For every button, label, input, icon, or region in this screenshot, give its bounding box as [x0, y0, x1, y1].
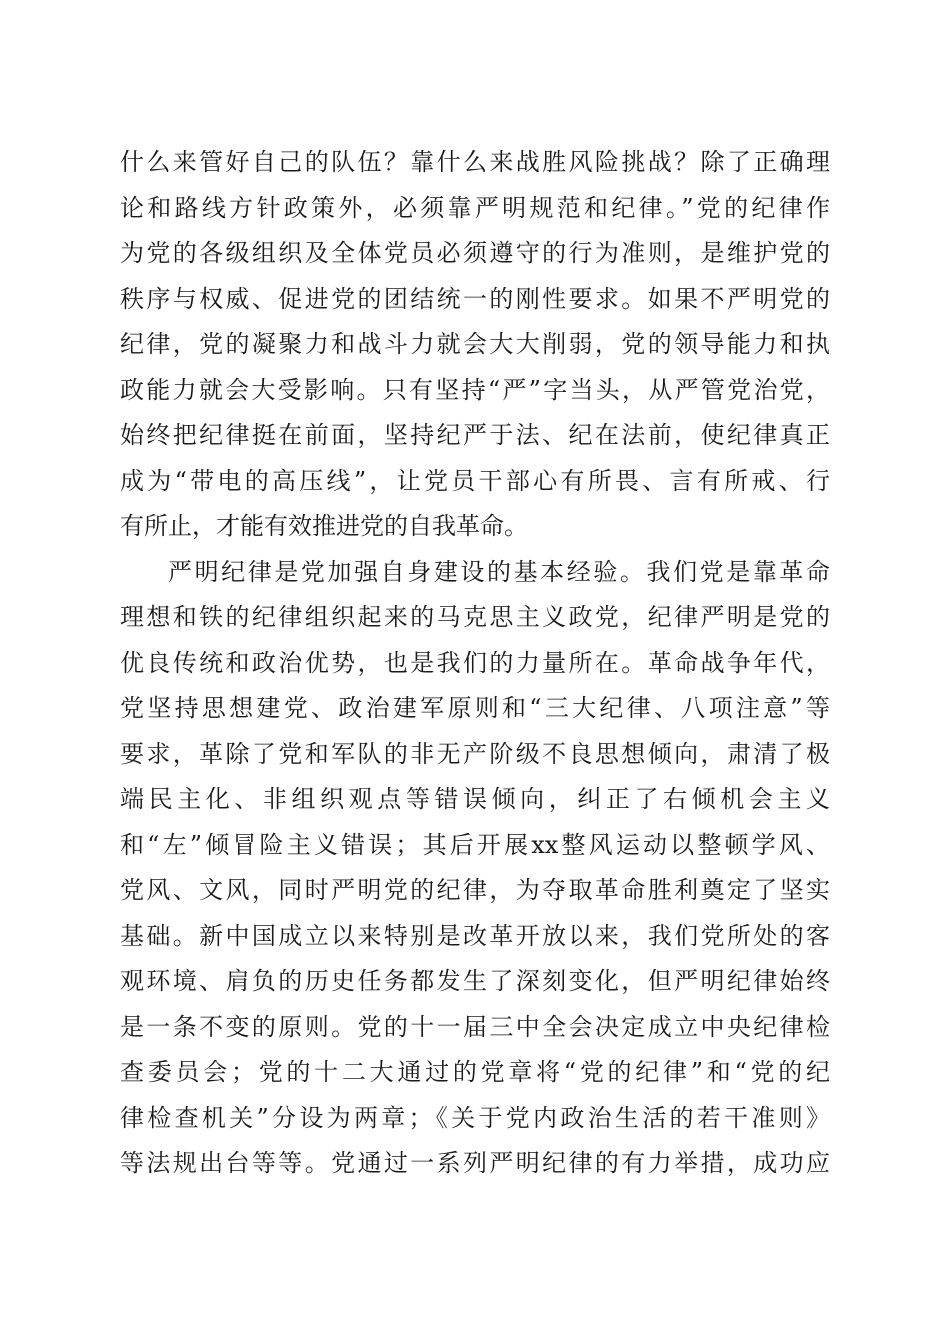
- text-line: 秩序与权威、促进党的团结统一的刚性要求。如果不严明党的: [120, 284, 830, 313]
- body-text: [120, 140, 830, 1187]
- text-line: 端民主化、非组织观点等错误倾向，纠正了右倾机会主义: [120, 785, 830, 813]
- text-line: 什么来管好自己的队伍？靠什么来战胜风险挑战？除了正确理: [120, 148, 830, 176]
- text-line: 和“左”倾冒险主义错误；其后开展xx整风运动以整顿学风、: [120, 830, 830, 859]
- text-line: 基础。新中国成立以来特别是改革开放以来，我们党所处的客: [120, 921, 830, 950]
- paragraph-continuation: [120, 140, 830, 550]
- text-line: 政能力就会大受影响。只有坚持“严”字当头，从严管党治党，: [120, 375, 830, 404]
- text-line: 纪律，党的凝聚力和战斗力就会大大削弱，党的领导能力和执: [120, 330, 830, 358]
- paragraph-discipline-experience: [120, 550, 830, 1187]
- text-line: 党坚持思想建党、政治建军原则和“三大纪律、八项注意”等: [120, 694, 830, 722]
- text-line: 观环境、肩负的历史任务都发生了深刻变化，但严明纪律始终: [120, 967, 830, 995]
- text-line: 查委员会；党的十二大通过的党章将“党的纪律”和“党的纪: [120, 1058, 830, 1086]
- text-line: 为党的各级组织及全体党员必须遵守的行为准则，是维护党的: [120, 239, 830, 267]
- text-line: 要求，革除了党和军队的非无产阶级不良思想倾向，肃清了极: [120, 739, 830, 768]
- text-line: 是一条不变的原则。党的十一届三中全会决定成立中央纪律检: [120, 1012, 830, 1041]
- text-line: 理想和铁的纪律组织起来的马克思主义政党，纪律严明是党的: [120, 603, 830, 631]
- text-line: 等法规出台等等。党通过一系列严明纪律的有力举措，成功应: [120, 1149, 830, 1177]
- text-line: 党风、文风，同时严明党的纪律，为夺取革命胜利奠定了坚实: [120, 876, 830, 904]
- text-line: 优良传统和政治优势，也是我们的力量所在。革命战争年代，: [120, 648, 830, 677]
- text-line: 严明纪律是党加强自身建设的基本经验。我们党是靠革命: [168, 557, 830, 586]
- text-line: 成为“带电的高压线”，让党员干部心有所畏、言有所戒、行: [120, 466, 830, 495]
- text-line: 律检查机关”分设为两章；《关于党内政治生活的若干准则》: [120, 1103, 830, 1132]
- text-line: 始终把纪律挺在前面，坚持纪严于法、纪在法前，使纪律真正: [120, 421, 830, 449]
- text-line: 有所止，才能有效推进党的自我革命。: [120, 512, 528, 540]
- text-line: 论和路线方针政策外，必须靠严明规范和纪律。”党的纪律作: [120, 193, 830, 222]
